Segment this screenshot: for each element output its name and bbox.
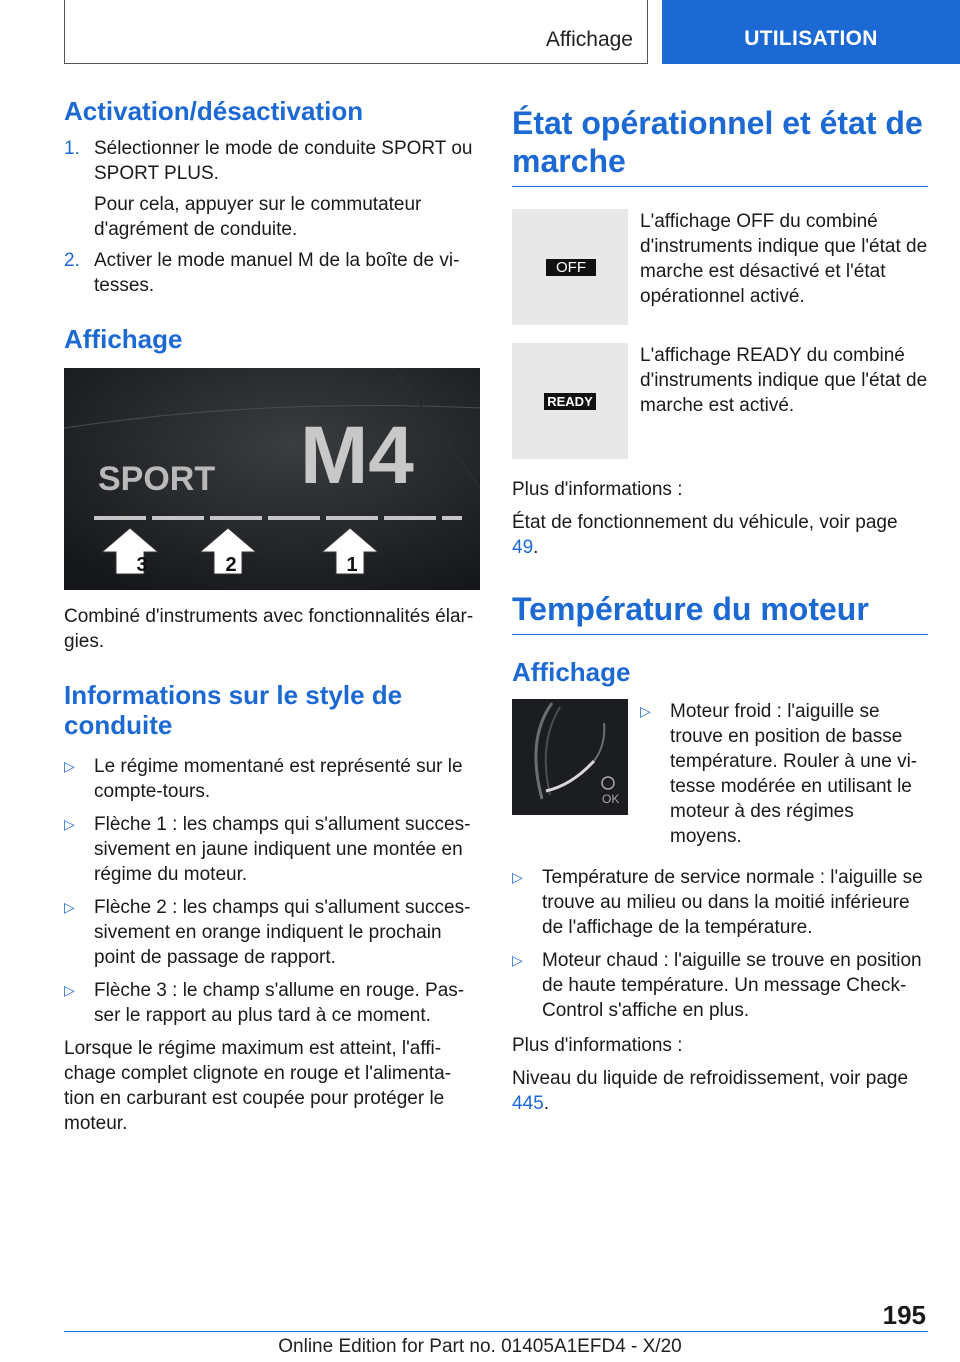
- triangle-bullet-icon: ▷: [64, 816, 75, 832]
- step-subtext: Pour cela, appuyer sur le commutateur d'agrément de conduite.: [94, 194, 422, 240]
- reference-text: État de fonctionnement du véhicule, voir page: [512, 512, 898, 533]
- cross-reference: [512, 1066, 928, 1116]
- list-item: [64, 978, 480, 1028]
- ready-indicator-image: [512, 343, 628, 459]
- temperature-gauge-row: [512, 699, 928, 857]
- sport-mode-label: SPORT: [98, 460, 216, 498]
- heading-rule: [512, 186, 928, 187]
- list-item-text: Moteur froid : l'aiguille se trouve en position de basse température. Rouler à une vi-tesse modérée en utilisant le moteur à des régimes moyens.: [670, 701, 918, 847]
- temperature-list: [512, 865, 928, 1023]
- list-item: [512, 865, 928, 940]
- temperature-affichage-heading: Affichage: [512, 657, 631, 687]
- cross-reference: [512, 510, 928, 560]
- affichage-heading: Affichage: [64, 324, 183, 354]
- header-section-title: Affichage: [545, 28, 633, 51]
- list-item-text: Flèche 3 : le champ s'allume en rouge. Pas-ser le rapport au plus tard à ce moment.: [94, 980, 465, 1026]
- activation-steps: [64, 136, 480, 298]
- list-item: [64, 812, 480, 887]
- page-header: [0, 0, 960, 66]
- temperature-gauge-image: [512, 699, 628, 815]
- list-item-text: Flèche 2 : les champs qui s'allument succes-sivement en orange indiquent le prochain point de passage de rapport.: [94, 897, 471, 968]
- footer-rule: [64, 1331, 928, 1332]
- triangle-bullet-icon: ▷: [512, 869, 523, 885]
- step-number: 1.: [64, 138, 80, 159]
- temperature-first-item: [640, 699, 928, 857]
- ready-description: L'affichage READY du combiné d'instruments indique que l'état de marche est activé.: [640, 345, 928, 416]
- header-chapter-tab: UTILISATION: [662, 0, 960, 64]
- more-info-label: Plus d'informations :: [512, 1035, 683, 1056]
- style-list: [64, 754, 480, 1028]
- step-number: 2.: [64, 250, 80, 271]
- triangle-bullet-icon: ▷: [64, 899, 75, 915]
- list-item-text: Flèche 1 : les champs qui s'allument succes-sivement en jaune indiquent une montée en régime du moteur.: [94, 814, 471, 885]
- footer-edition: Online Edition for Part no. 01405A1EFD4 - X/20: [278, 1336, 682, 1357]
- more-info-label: Plus d'informations :: [512, 479, 683, 500]
- list-item: [512, 948, 928, 1023]
- reference-end: .: [533, 537, 539, 558]
- off-description: L'affichage OFF du combiné d'instruments indique que l'état de marche est désactivé et l'état opérationnel activé.: [640, 211, 928, 307]
- step-text: Sélectionner le mode de conduite SPORT ou SPORT PLUS.: [94, 138, 473, 184]
- off-badge: OFF: [546, 259, 596, 276]
- step-text: Activer le mode manuel M de la boîte de vi-tesses.: [94, 250, 460, 296]
- gear-label: M4: [300, 410, 414, 501]
- closing-paragraph: Lorsque le régime maximum est atteint, l'affi-chage complet clignote en rouge et l'alimenta-tion en carburant est coupée pour protéger le moteur.: [64, 1038, 452, 1134]
- step-item: [64, 136, 480, 186]
- page-link[interactable]: 445: [512, 1093, 544, 1114]
- page-link[interactable]: 49: [512, 537, 534, 558]
- list-item-text: Température de service normale : l'aiguille se trouve au milieu ou dans la moitié inférieure de l'affichage de la température.: [542, 867, 923, 938]
- temperature-heading: Température du moteur: [512, 591, 869, 627]
- heading-rule: [512, 634, 928, 635]
- activation-heading: Activation/désactivation: [64, 96, 364, 126]
- style-heading: Informations sur le style de conduite: [64, 680, 403, 740]
- header-section-box: [64, 0, 648, 64]
- reference-text: Niveau du liquide de refroidissement, voir page: [512, 1068, 909, 1089]
- list-item: [64, 754, 480, 804]
- off-indicator-image: [512, 209, 628, 325]
- list-item: [640, 699, 928, 849]
- list-item-text: Le régime momentané est représenté sur le compte-tours.: [94, 756, 463, 802]
- left-column: [64, 96, 480, 1144]
- cluster-caption: Combiné d'instruments avec fonctionnalités élar-gies.: [64, 606, 474, 652]
- step-item: [64, 248, 480, 298]
- triangle-bullet-icon: ▷: [640, 703, 651, 719]
- reference-end: .: [543, 1093, 549, 1114]
- cluster-image: [64, 368, 480, 590]
- list-item: [64, 895, 480, 970]
- arrow-3-label: 3: [136, 554, 148, 576]
- ready-indicator-row: [512, 343, 928, 459]
- triangle-bullet-icon: ▷: [64, 982, 75, 998]
- off-indicator-row: [512, 209, 928, 325]
- triangle-bullet-icon: ▷: [64, 758, 75, 774]
- ready-badge: READY: [544, 393, 596, 410]
- right-column: [512, 104, 928, 1124]
- list-item-text: Moteur chaud : l'aiguille se trouve en position de haute température. Un message Check-Control s'affiche en plus.: [542, 950, 922, 1021]
- page-number: 195: [882, 1300, 926, 1330]
- etat-heading: État opérationnel et état de marche: [512, 105, 923, 179]
- arrow-1-label: 1: [346, 554, 358, 576]
- coolant-icon: [602, 777, 614, 789]
- arrow-2-label: 2: [225, 554, 237, 576]
- triangle-bullet-icon: ▷: [512, 952, 523, 968]
- gauge-ok-label: OK: [602, 792, 620, 806]
